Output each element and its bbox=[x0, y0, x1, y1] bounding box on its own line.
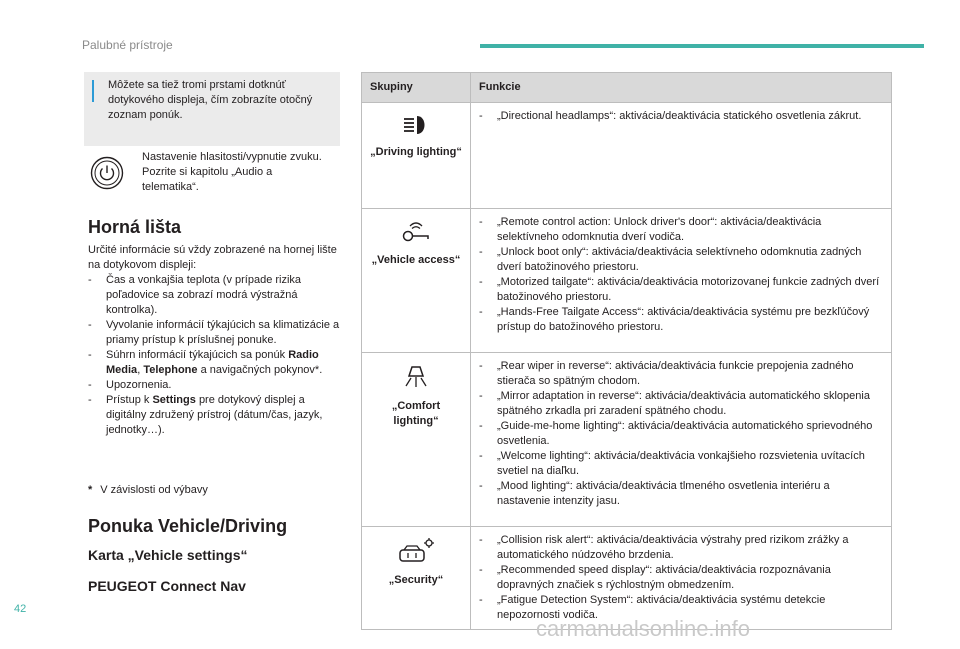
list-item: - „Motorized tailgate“: aktivácia/deaktivácia motorizovanej funkcie zadných dverí batožinového priestoru. bbox=[479, 276, 880, 303]
power-description bbox=[142, 150, 332, 195]
group-cell bbox=[362, 209, 471, 353]
table-row bbox=[362, 103, 892, 209]
group-cell bbox=[362, 353, 471, 527]
list-item: - „Mirror adaptation in reverse“: aktivácia/deaktivácia automatického sklopenia spätného zrkadla pri zaradení spätného chodu. bbox=[479, 390, 870, 417]
column-header-functions: Funkcie bbox=[471, 73, 892, 103]
list-item: - „Rear wiper in reverse“: aktivácia/deaktivácia funkcie prepojenia zadného stierača so spätným chodom. bbox=[479, 360, 854, 387]
list-item: - „Mood lighting“: aktivácia/deaktivácia tlmeného osvetlenia interiéru a nastavenie intenzity jasu. bbox=[479, 480, 830, 507]
table-row bbox=[362, 209, 892, 353]
list-item: - „Fatigue Detection System“: aktivácia/deaktivácia systému detekcie nepozornosti vodiča. bbox=[479, 594, 826, 621]
table-row bbox=[362, 527, 892, 630]
functions-cell bbox=[471, 209, 892, 353]
list-item: - „Guide-me-home lighting“: aktivácia/deaktivácia automatického sprievodného osvetlenia. bbox=[479, 420, 873, 447]
list-item: - „Welcome lighting“: aktivácia/deaktivácia vonkajšieho rozsvietenia uvítacích svetiel na diaľku. bbox=[479, 450, 865, 477]
list-item-text: Čas a vonkajšia teplota (v prípade rizika poľadovice sa zobrazí modrá výstražná kontrolka). bbox=[106, 274, 302, 316]
power-icon bbox=[90, 156, 124, 190]
watermark: carmanualsonline.info bbox=[536, 616, 751, 641]
functions-cell bbox=[471, 353, 892, 527]
list-item: - „Directional headlamps“: aktivácia/deaktivácia statického osvetlenia zákrut. bbox=[479, 110, 862, 122]
list-item: - „Recommended speed display“: aktivácia/deaktivácia rozpoznávania dopravných značiek s rýchlostným obmedzením. bbox=[479, 564, 831, 591]
functions-cell bbox=[471, 103, 892, 209]
page-number: 42 bbox=[14, 603, 27, 615]
headlamp-icon bbox=[401, 113, 431, 137]
group-cell bbox=[362, 103, 471, 209]
list-item: - Súhrn informácií týkajúcich sa ponúk Radio Media, Telephone a navigačných pokynov*. bbox=[88, 348, 342, 378]
list-item-text: Prístup k Settings pre dotykový displej a digitálny združený prístroj (dátum/čas, jazyk, jednotky…). bbox=[106, 394, 323, 436]
security-car-icon bbox=[396, 537, 436, 565]
key-access-icon bbox=[399, 219, 433, 245]
top-bar-text bbox=[88, 243, 342, 438]
functions-cell bbox=[471, 527, 892, 630]
header-accent-bar bbox=[480, 44, 924, 48]
group-cell bbox=[362, 527, 471, 630]
list-item-text: Vyvolanie informácií týkajúcich sa klimatizácie a priamy prístup k príslušnej ponuke. bbox=[106, 319, 340, 346]
footnote: * V závislosti od výbavy bbox=[88, 484, 208, 496]
menu-heading: Ponuka Vehicle/Driving bbox=[88, 516, 288, 536]
table-row bbox=[362, 353, 892, 527]
tip-marker bbox=[92, 80, 94, 102]
section-header: Palubné prístroje bbox=[82, 38, 173, 52]
list-item: - Čas a vonkajšia teplota (v prípade rizika poľadovice sa zobrazí modrá výstražná kontrolka). bbox=[88, 273, 342, 318]
group-label: „Driving lighting“ bbox=[370, 146, 462, 158]
list-item-text: Upozornenia. bbox=[106, 379, 172, 391]
settings-term: Settings bbox=[152, 394, 196, 406]
tip-text: Môžete sa tiež tromi prstami dotknúť dotykového displeja, čím zobrazíte otočný zoznam ponúk. bbox=[108, 79, 313, 121]
list-item: - „Collision risk alert“: aktivácia/deaktivácia výstrahy pred rizikom zrážky a automatického núdzového brzdenia. bbox=[479, 534, 849, 561]
list-item: - „Unlock boot only“: aktivácia/deaktivácia selektívneho odomknutia zadných dverí batožinového priestoru. bbox=[479, 246, 862, 273]
nav-heading: PEUGEOT Connect Nav bbox=[88, 578, 246, 594]
top-bar-intro: Určité informácie sú vždy zobrazené na hornej lište na dotykovom displeji: bbox=[88, 244, 337, 271]
tip-box bbox=[84, 72, 340, 146]
list-item-text: Súhrn informácií týkajúcich sa ponúk Radio Media, Telephone a navigačných pokynov*. bbox=[106, 349, 323, 376]
power-line-2: Pozrite si kapitolu „Audio a telematika“. bbox=[142, 166, 273, 193]
tab-heading: Karta „Vehicle settings“ bbox=[88, 547, 248, 563]
table-header-row bbox=[362, 73, 892, 103]
power-line-1: Nastavenie hlasitosti/vypnutie zvuku. bbox=[142, 151, 322, 163]
column-header-groups: Skupiny bbox=[362, 73, 471, 103]
comfort-lighting-icon bbox=[400, 363, 432, 391]
group-label: „Vehicle access“ bbox=[371, 254, 461, 266]
list-item: - Upozornenia. bbox=[88, 378, 342, 393]
list-item: - Vyvolanie informácií týkajúcich sa klimatizácie a priamy prístup k príslušnej ponuke. bbox=[88, 318, 342, 348]
list-item: - Prístup k Settings pre dotykový displej a digitálny združený prístroj (dátum/čas, jazyk, jednotky…). bbox=[88, 393, 342, 438]
list-item: - „Remote control action: Unlock driver's door“: aktivácia/deaktivácia selektívneho odomknutia dverí vodiča. bbox=[479, 216, 822, 243]
radio-media-term: Radio Media bbox=[106, 349, 319, 376]
telephone-term: Telephone bbox=[143, 364, 198, 376]
group-label: „Comfort lighting“ bbox=[391, 400, 441, 427]
top-bar-heading: Horná lišta bbox=[88, 217, 182, 237]
group-label: „Security“ bbox=[388, 574, 444, 586]
list-item: - „Hands-Free Tailgate Access“: aktivácia/deaktivácia systému pre bezkľúčový prístup do batožinového priestoru. bbox=[479, 306, 870, 333]
functions-table bbox=[361, 72, 892, 630]
